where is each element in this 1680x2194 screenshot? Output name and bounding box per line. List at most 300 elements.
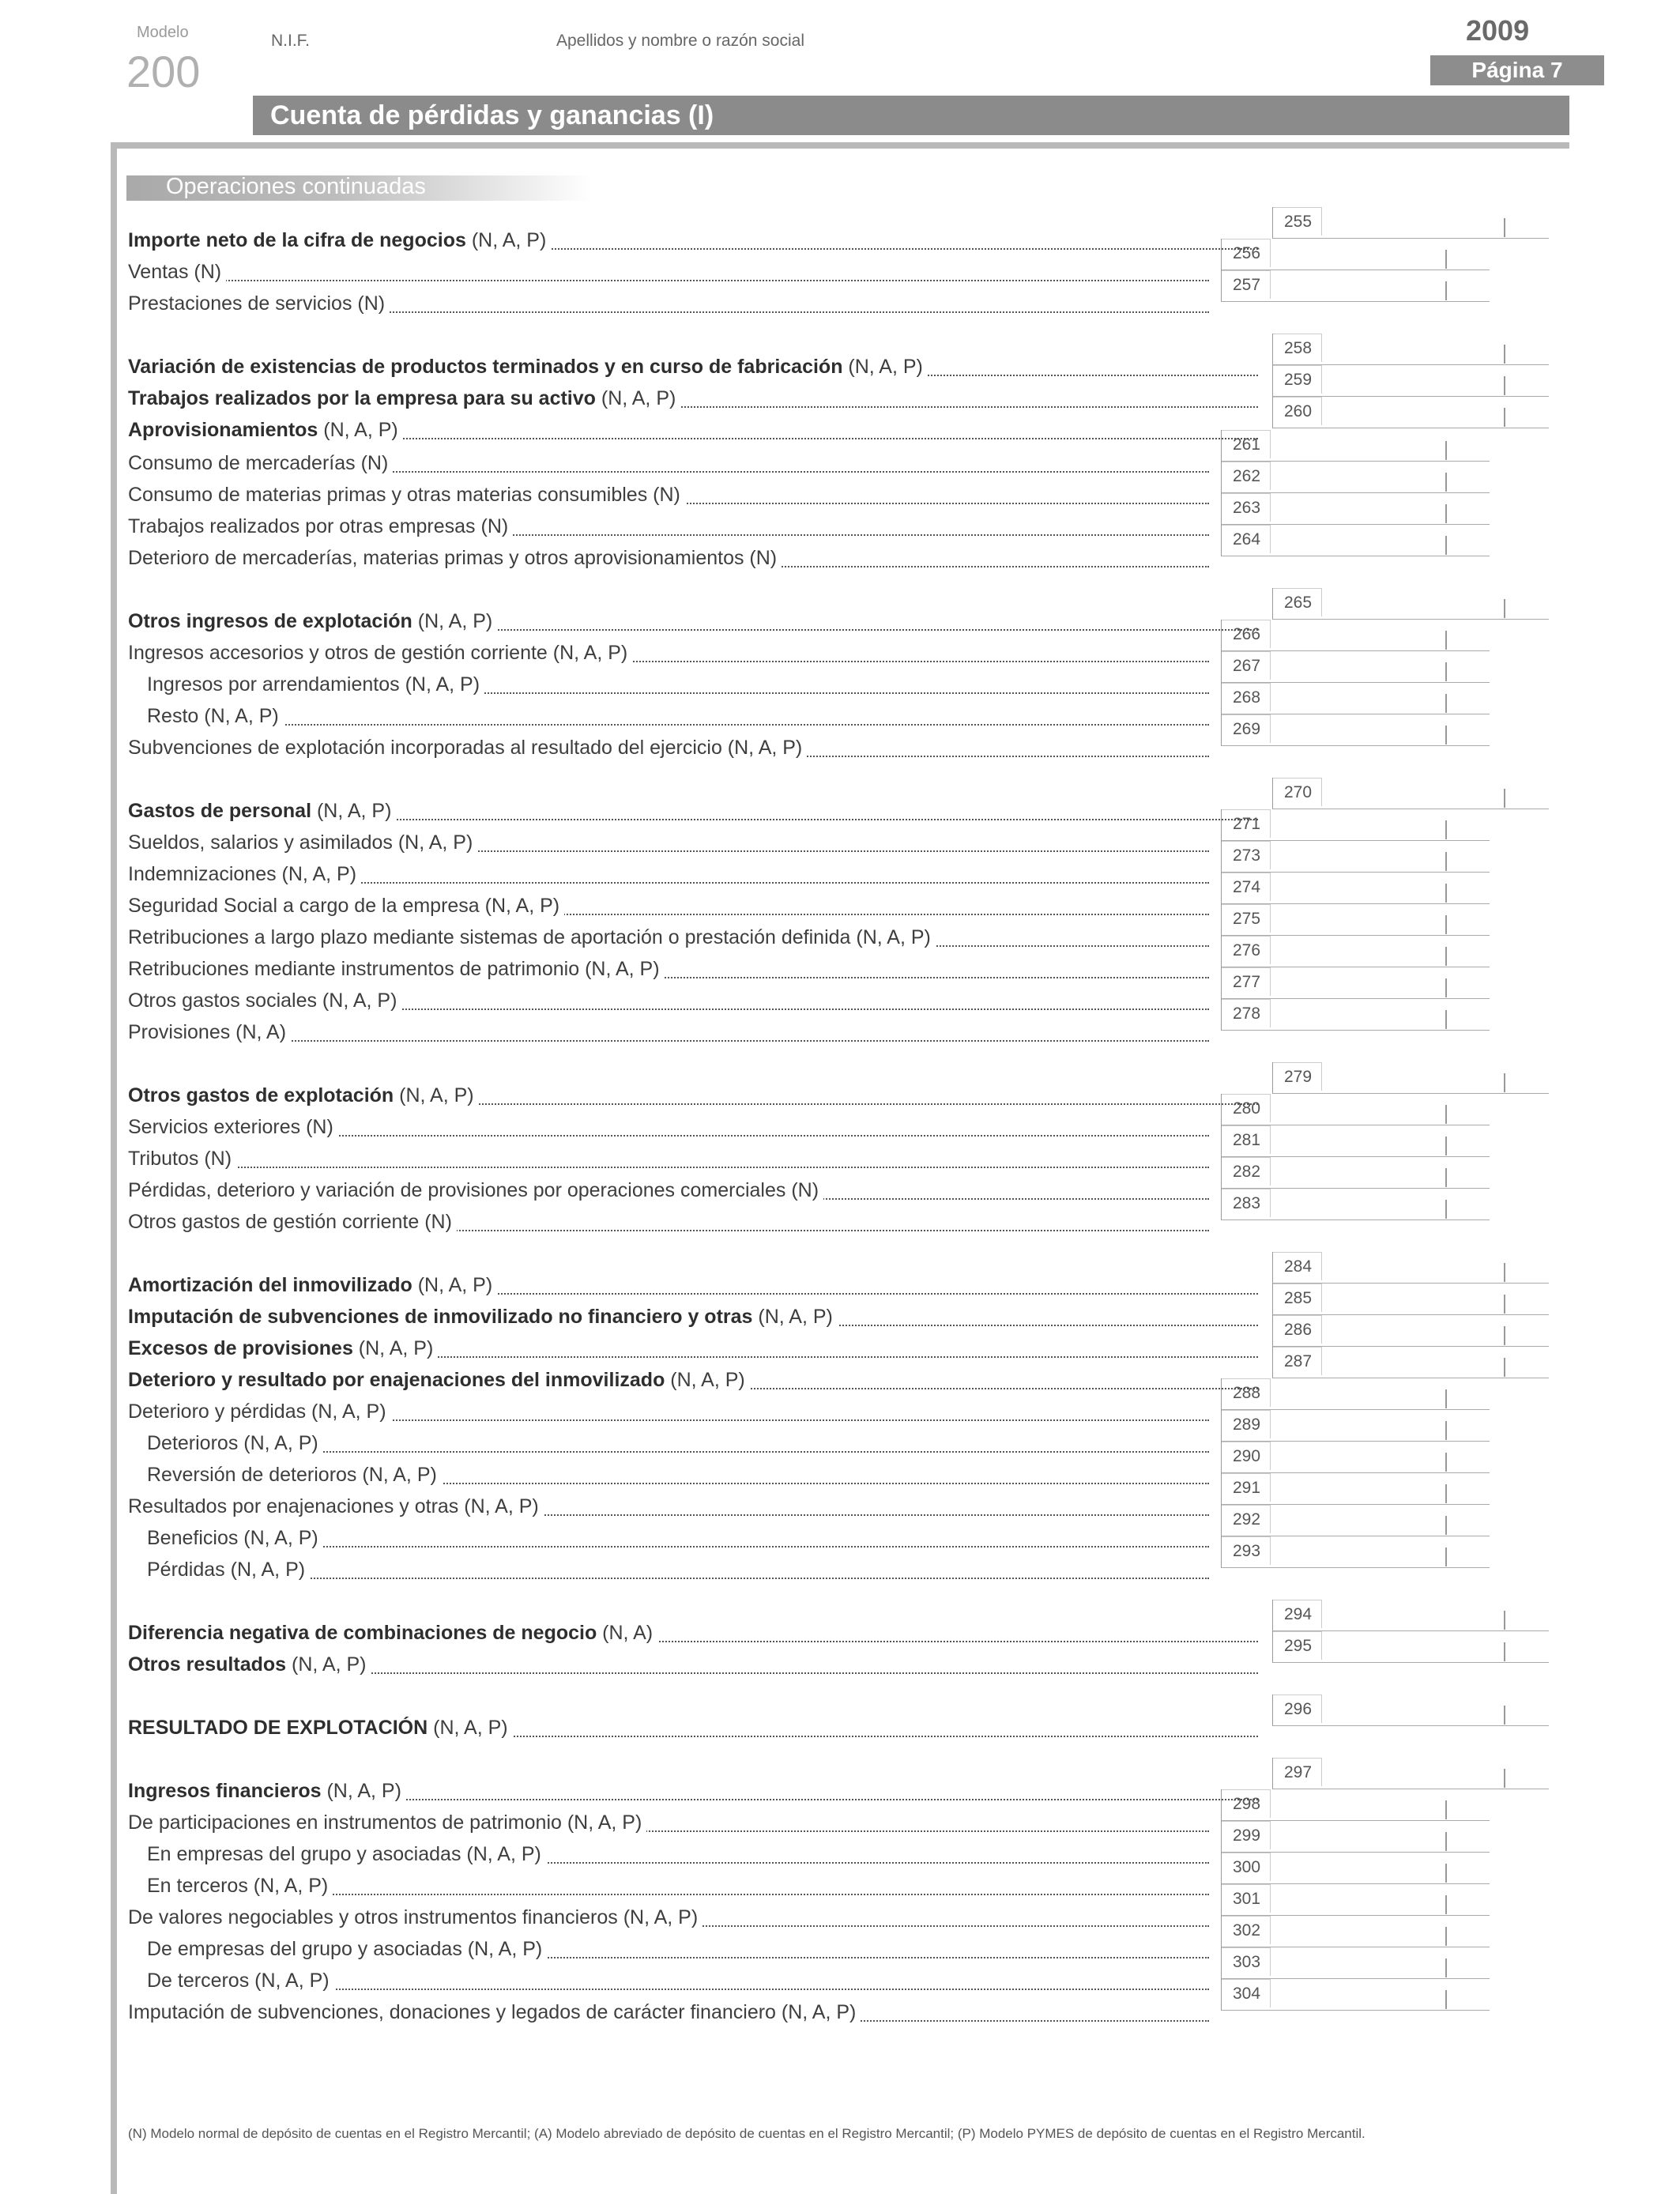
field-code: 287 — [1273, 1347, 1322, 1375]
amount-field-297[interactable] — [1272, 1758, 1549, 1789]
form-row-279 — [128, 1084, 1258, 1108]
form-row-282 — [128, 1179, 1209, 1203]
row-label-text: Ingresos por arrendamientos (N, A, P) — [147, 673, 480, 696]
page-title: Cuenta de pérdidas y ganancias (I) — [253, 96, 1569, 135]
year: 2009 — [1466, 14, 1530, 47]
amount-field-263[interactable] — [1221, 493, 1490, 525]
decimal-separator-tick — [1504, 1073, 1505, 1092]
form-row-294 — [128, 1622, 1258, 1646]
form-row-273 — [128, 863, 1209, 887]
field-code: 267 — [1222, 651, 1271, 680]
row-label — [128, 1306, 838, 1328]
form-row-290 — [147, 1464, 1209, 1487]
form-row-280 — [128, 1116, 1209, 1140]
field-code: 255 — [1273, 207, 1322, 236]
row-label-text: (N, A, P) — [311, 800, 392, 822]
amount-field-290[interactable] — [1221, 1442, 1490, 1473]
decimal-separator-tick — [1445, 1137, 1447, 1155]
row-label-text: (N, A, P) — [842, 356, 923, 378]
decimal-separator-tick — [1445, 1990, 1447, 2009]
decimal-separator-tick — [1445, 1927, 1447, 1946]
row-label-bold: Gastos de personal — [128, 800, 312, 822]
field-code: 299 — [1222, 1821, 1271, 1849]
row-label-text: Deterioros (N, A, P) — [147, 1432, 318, 1454]
amount-field-261[interactable] — [1221, 430, 1490, 462]
row-label-text: Sueldos, salarios y asimilados (N, A, P) — [128, 831, 473, 854]
amount-field-301[interactable] — [1221, 1884, 1490, 1916]
decimal-separator-tick — [1504, 408, 1505, 427]
row-label — [147, 1527, 323, 1549]
row-label-text: (N, A) — [597, 1622, 654, 1644]
row-label-bold: Amortización del inmovilizado — [128, 1274, 412, 1296]
amount-field-285[interactable] — [1272, 1284, 1549, 1315]
form-row-301 — [128, 1906, 1209, 1930]
form-row-265 — [128, 610, 1258, 634]
decimal-separator-tick — [1445, 694, 1447, 713]
row-label-bold: Deterioro y resultado por enajenaciones del inmovilizado — [128, 1369, 665, 1391]
row-label-text: Deterioro y pérdidas (N, A, P) — [128, 1400, 386, 1423]
field-code: 270 — [1273, 778, 1322, 806]
row-label-text: Beneficios (N, A, P) — [147, 1527, 318, 1549]
amount-field-299[interactable] — [1221, 1821, 1490, 1853]
decimal-separator-tick — [1445, 820, 1447, 839]
row-label — [128, 800, 396, 822]
amount-field-287[interactable] — [1272, 1347, 1549, 1378]
row-label-bold: Trabajos realizados por la empresa para su activo — [128, 387, 596, 409]
row-label-text: Otros gastos de gestión corriente (N) — [128, 1211, 452, 1233]
row-label — [128, 1400, 391, 1423]
leader-dots — [128, 1167, 1209, 1168]
row-label-bold: Variación de existencias de productos terminados y en curso de fabricación — [128, 356, 843, 378]
field-code: 257 — [1222, 270, 1271, 299]
form-row-256 — [128, 261, 1209, 285]
decimal-separator-tick — [1445, 1958, 1447, 1977]
row-label-text: (N, A, P) — [465, 229, 547, 251]
leader-dots — [128, 280, 1209, 281]
amount-field-294[interactable] — [1272, 1600, 1549, 1631]
row-label-text: Retribuciones mediante instrumentos de patrimonio (N, A, P) — [128, 958, 660, 980]
row-label — [128, 737, 807, 759]
field-code: 283 — [1222, 1189, 1271, 1217]
amount-field-270[interactable] — [1272, 778, 1549, 809]
row-label-text: Servicios exteriores (N) — [128, 1116, 333, 1138]
row-label — [128, 1116, 338, 1138]
amount-field-277[interactable] — [1221, 967, 1490, 999]
form-row-271 — [128, 831, 1209, 855]
decimal-separator-tick — [1445, 281, 1447, 300]
row-label-text: Retribuciones a largo plazo mediante sistemas de aportación o prestación definida (N, A, P) — [128, 926, 931, 948]
field-code: 302 — [1222, 1916, 1271, 1944]
row-label-bold: Ingresos financieros — [128, 1780, 322, 1802]
row-label-text: (N, A, P) — [428, 1717, 508, 1739]
row-label-text: Prestaciones de servicios (N) — [128, 292, 386, 315]
amount-field-266[interactable] — [1221, 620, 1490, 651]
amount-field-283[interactable] — [1221, 1189, 1490, 1220]
row-label-text: Trabajos realizados por otras empresas (N) — [128, 515, 509, 537]
field-code: 294 — [1273, 1600, 1322, 1628]
row-label — [128, 1021, 291, 1043]
form-row-284 — [128, 1274, 1258, 1298]
field-code: 297 — [1273, 1758, 1322, 1786]
amount-field-296[interactable] — [1272, 1695, 1549, 1726]
row-label — [128, 515, 513, 537]
amount-field-282[interactable] — [1221, 1157, 1490, 1189]
modelo-number: 200 — [126, 47, 201, 96]
field-code: 264 — [1222, 525, 1271, 553]
form-row-277 — [128, 990, 1209, 1013]
row-label-text: Provisiones (N, A) — [128, 1021, 287, 1043]
decimal-separator-tick — [1504, 1706, 1505, 1725]
amount-field-295[interactable] — [1272, 1631, 1549, 1663]
decimal-separator-tick — [1504, 1326, 1505, 1345]
row-label — [128, 387, 680, 409]
row-label-text: Imputación de subvenciones, donaciones y legados de carácter financiero (N, A, P) — [128, 2001, 857, 2023]
amount-field-289[interactable] — [1221, 1410, 1490, 1442]
amount-field-281[interactable] — [1221, 1125, 1490, 1157]
decimal-separator-tick — [1445, 504, 1447, 523]
form-row-286 — [128, 1337, 1258, 1361]
field-code: 292 — [1222, 1505, 1271, 1533]
form-row-260 — [128, 419, 1258, 443]
field-code: 285 — [1273, 1284, 1322, 1312]
field-code: 290 — [1222, 1442, 1271, 1470]
row-label-text: Consumo de materias primas y otras materias consumibles (N) — [128, 484, 680, 506]
form-row-274 — [128, 895, 1209, 918]
form-row-292 — [147, 1527, 1209, 1551]
form-row-287 — [128, 1369, 1258, 1393]
row-label — [128, 895, 564, 917]
decimal-separator-tick — [1445, 1800, 1447, 1819]
field-code: 295 — [1273, 1631, 1322, 1660]
row-label — [128, 229, 551, 251]
decimal-separator-tick — [1445, 1168, 1447, 1187]
form-row-278 — [128, 1021, 1209, 1045]
section-title: Operaciones continuadas — [166, 174, 426, 199]
amount-field-260[interactable] — [1272, 397, 1549, 428]
amount-field-302[interactable] — [1221, 1916, 1490, 1947]
row-label — [128, 958, 665, 980]
form-row-270 — [128, 800, 1258, 824]
row-label — [128, 1653, 371, 1676]
field-code: 275 — [1222, 904, 1271, 933]
decimal-separator-tick — [1445, 631, 1447, 650]
form-row-302 — [147, 1938, 1209, 1962]
row-label — [128, 1780, 406, 1802]
field-code: 304 — [1222, 1979, 1271, 2007]
decimal-separator-tick — [1445, 1547, 1447, 1566]
row-label-text: De participaciones en instrumentos de patrimonio (N, A, P) — [128, 1811, 642, 1834]
form-row-261 — [128, 452, 1209, 476]
field-code: 289 — [1222, 1410, 1271, 1438]
row-label — [128, 1274, 497, 1296]
amount-field-304[interactable] — [1221, 1979, 1490, 2011]
decimal-separator-tick — [1504, 1611, 1505, 1630]
row-label-text: (N, A, P) — [752, 1306, 833, 1328]
field-code: 274 — [1222, 873, 1271, 901]
amount-field-268[interactable] — [1221, 683, 1490, 714]
footnote: (N) Modelo normal de depósito de cuentas en el Registro Mercantil; (A) Modelo abreviado de depósito de cuentas en el Registro Mercantil; (P) Modelo PYMES de depósito de cuentas en el Registro Mercantil. — [128, 2126, 1365, 2141]
page-badge: Página 7 — [1430, 55, 1604, 85]
form-row-303 — [147, 1970, 1209, 1993]
row-label-text: (N, A, P) — [321, 1780, 401, 1802]
row-label — [147, 705, 284, 727]
form-row-255 — [128, 229, 1258, 253]
row-label-text: Subvenciones de explotación incorporadas al resultado del ejercicio (N, A, P) — [128, 737, 803, 759]
amount-field-286[interactable] — [1272, 1315, 1549, 1347]
row-label — [128, 452, 393, 474]
field-code: 291 — [1222, 1473, 1271, 1502]
decimal-separator-tick — [1504, 1263, 1505, 1282]
decimal-separator-tick — [1445, 473, 1447, 492]
row-label — [128, 1811, 646, 1834]
frame-left-border — [111, 142, 117, 2194]
field-code: 301 — [1222, 1884, 1271, 1913]
amount-field-257[interactable] — [1221, 270, 1490, 302]
row-label — [128, 1337, 438, 1359]
amount-field-288[interactable] — [1221, 1378, 1490, 1410]
decimal-separator-tick — [1445, 441, 1447, 460]
row-label-text: De terceros (N, A, P) — [147, 1970, 330, 1992]
apellidos-label: Apellidos y nombre o razón social — [556, 32, 804, 50]
field-code: 282 — [1222, 1157, 1271, 1186]
amount-field-275[interactable] — [1221, 904, 1490, 936]
form-row-259 — [128, 387, 1258, 411]
row-label-text: Tributos (N) — [128, 1148, 232, 1170]
field-code: 271 — [1222, 809, 1271, 838]
row-label-text: Deterioro de mercaderías, materias primas y otros aprovisionamientos (N) — [128, 547, 778, 569]
form-row-269 — [128, 737, 1209, 760]
decimal-separator-tick — [1445, 852, 1447, 871]
row-label — [128, 1179, 823, 1201]
amount-field-274[interactable] — [1221, 873, 1490, 904]
row-label-text: (N, A, P) — [394, 1084, 474, 1106]
row-label-text: Reversión de deterioros (N, A, P) — [147, 1464, 437, 1486]
row-label — [147, 1938, 547, 1960]
amount-field-278[interactable] — [1221, 999, 1490, 1031]
decimal-separator-tick — [1504, 1295, 1505, 1314]
row-label-text: Ingresos accesorios y otros de gestión corriente (N, A, P) — [128, 642, 628, 664]
frame-top-border — [111, 142, 1569, 149]
amount-field-264[interactable] — [1221, 525, 1490, 556]
leader-dots — [147, 724, 1209, 726]
decimal-separator-tick — [1504, 1642, 1505, 1661]
decimal-separator-tick — [1445, 1010, 1447, 1029]
row-label — [128, 831, 477, 854]
decimal-separator-tick — [1504, 1358, 1505, 1377]
amount-field-271[interactable] — [1221, 809, 1490, 841]
decimal-separator-tick — [1445, 947, 1447, 966]
form-row-276 — [128, 958, 1209, 982]
row-label — [147, 1559, 310, 1581]
decimal-separator-tick — [1445, 250, 1447, 269]
field-code: 258 — [1273, 334, 1322, 362]
row-label-text: (N, A, P) — [412, 1274, 493, 1296]
row-label — [128, 292, 390, 315]
row-label — [128, 484, 685, 506]
row-label-text: Resto (N, A, P) — [147, 705, 279, 727]
amount-field-273[interactable] — [1221, 841, 1490, 873]
form-row-283 — [128, 1211, 1209, 1235]
row-label-bold: Excesos de provisiones — [128, 1337, 353, 1359]
form-row-268 — [147, 705, 1209, 729]
field-code: 298 — [1222, 1789, 1271, 1818]
decimal-separator-tick — [1445, 1105, 1447, 1124]
form-row-293 — [147, 1559, 1209, 1582]
field-code: 303 — [1222, 1947, 1271, 1976]
row-label — [128, 356, 928, 378]
amount-field-255[interactable] — [1272, 207, 1549, 239]
row-label-text: (N, A, P) — [352, 1337, 434, 1359]
field-code: 260 — [1273, 397, 1322, 425]
field-code: 263 — [1222, 493, 1271, 522]
field-code: 261 — [1222, 430, 1271, 458]
amount-field-262[interactable] — [1221, 462, 1490, 493]
row-label-text: De valores negociables y otros instrumentos financieros (N, A, P) — [128, 1906, 699, 1928]
form-row-295 — [128, 1653, 1258, 1677]
decimal-separator-tick — [1445, 1453, 1447, 1472]
field-code: 286 — [1273, 1315, 1322, 1344]
field-code: 288 — [1222, 1378, 1271, 1407]
amount-field-298[interactable] — [1221, 1789, 1490, 1821]
amount-field-291[interactable] — [1221, 1473, 1490, 1505]
decimal-separator-tick — [1445, 915, 1447, 934]
form-row-304 — [128, 2001, 1209, 2025]
row-label-bold: Otros resultados — [128, 1653, 287, 1676]
amount-field-300[interactable] — [1221, 1853, 1490, 1884]
amount-field-303[interactable] — [1221, 1947, 1490, 1979]
form-row-297 — [128, 1780, 1258, 1804]
amount-field-259[interactable] — [1272, 365, 1549, 397]
form-row-257 — [128, 292, 1209, 316]
decimal-separator-tick — [1445, 978, 1447, 997]
decimal-separator-tick — [1445, 1516, 1447, 1535]
field-code: 269 — [1222, 714, 1271, 743]
row-label — [128, 1369, 750, 1391]
amount-field-267[interactable] — [1221, 651, 1490, 683]
row-label — [128, 2001, 861, 2023]
field-code: 266 — [1222, 620, 1271, 648]
field-code: 284 — [1273, 1252, 1322, 1280]
amount-field-292[interactable] — [1221, 1505, 1490, 1536]
decimal-separator-tick — [1504, 218, 1505, 237]
row-label — [147, 1464, 442, 1486]
row-label — [128, 1495, 544, 1517]
row-label — [128, 863, 361, 885]
row-label-bold: Importe neto de la cifra de negocios — [128, 229, 466, 251]
form-row-258 — [128, 356, 1258, 379]
amount-field-265[interactable] — [1272, 588, 1549, 620]
decimal-separator-tick — [1445, 1895, 1447, 1914]
form-row-298 — [128, 1811, 1209, 1835]
row-label — [147, 1843, 546, 1865]
form-row-262 — [128, 484, 1209, 507]
row-label-text: Consumo de mercaderías (N) — [128, 452, 389, 474]
row-label — [147, 1970, 334, 1992]
amount-field-256[interactable] — [1221, 239, 1490, 270]
row-label — [128, 1717, 513, 1739]
row-label — [128, 1084, 479, 1106]
decimal-separator-tick — [1445, 1484, 1447, 1503]
row-label — [128, 261, 226, 283]
amount-field-284[interactable] — [1272, 1252, 1549, 1284]
form-row-285 — [128, 1306, 1258, 1329]
field-code: 278 — [1222, 999, 1271, 1027]
decimal-separator-tick — [1504, 789, 1505, 808]
row-label-bold: Otros gastos de explotación — [128, 1084, 394, 1106]
amount-field-279[interactable] — [1272, 1062, 1549, 1094]
row-label-text: Resultados por enajenaciones y otras (N, A, P) — [128, 1495, 539, 1517]
row-label-text: Pérdidas (N, A, P) — [147, 1559, 306, 1581]
row-label-text: En empresas del grupo y asociadas (N, A, P) — [147, 1843, 541, 1865]
row-label-text: (N, A, P) — [412, 610, 493, 632]
row-label-text: Ventas (N) — [128, 261, 222, 283]
row-label — [128, 547, 782, 569]
decimal-separator-tick — [1445, 1832, 1447, 1851]
form-row-300 — [147, 1875, 1209, 1898]
form-row-275 — [128, 926, 1209, 950]
row-label — [147, 1432, 323, 1454]
row-label — [128, 419, 403, 441]
decimal-separator-tick — [1445, 536, 1447, 555]
decimal-separator-tick — [1504, 376, 1505, 395]
decimal-separator-tick — [1445, 1200, 1447, 1219]
row-label — [128, 610, 497, 632]
decimal-separator-tick — [1504, 345, 1505, 364]
amount-field-269[interactable] — [1221, 714, 1490, 746]
form-row-267 — [147, 673, 1209, 697]
row-label-text: (N, A, P) — [286, 1653, 367, 1676]
field-code: 293 — [1222, 1536, 1271, 1565]
decimal-separator-tick — [1445, 884, 1447, 903]
row-label-bold: Diferencia negativa de combinaciones de negocio — [128, 1622, 597, 1644]
row-label — [128, 1148, 236, 1170]
field-code: 259 — [1273, 365, 1322, 394]
decimal-separator-tick — [1445, 1421, 1447, 1440]
amount-field-280[interactable] — [1221, 1094, 1490, 1125]
decimal-separator-tick — [1504, 1769, 1505, 1788]
row-label — [128, 1211, 457, 1233]
field-code: 265 — [1273, 588, 1322, 616]
row-label-text: (N, A, P) — [665, 1369, 745, 1391]
field-code: 276 — [1222, 936, 1271, 964]
row-label-bold: RESULTADO DE EXPLOTACIÓN — [128, 1717, 428, 1739]
form-row-263 — [128, 515, 1209, 539]
field-code: 279 — [1273, 1062, 1322, 1091]
modelo-label: Modelo — [137, 24, 189, 41]
nif-label: N.I.F. — [271, 32, 311, 50]
amount-field-276[interactable] — [1221, 936, 1490, 967]
row-label-bold: Imputación de subvenciones de inmovilizado no financiero y otras — [128, 1306, 753, 1328]
form-row-266 — [128, 642, 1209, 665]
field-code: 256 — [1222, 239, 1271, 267]
row-label-text: De empresas del grupo y asociadas (N, A, P) — [147, 1938, 543, 1960]
row-label-bold: Aprovisionamientos — [128, 419, 318, 441]
row-label — [128, 926, 936, 948]
form-row-291 — [128, 1495, 1209, 1519]
row-label — [128, 642, 632, 664]
row-label-text: (N, A, P) — [318, 419, 398, 441]
amount-field-293[interactable] — [1221, 1536, 1490, 1568]
decimal-separator-tick — [1445, 1389, 1447, 1408]
field-code: 280 — [1222, 1094, 1271, 1122]
row-label — [128, 990, 401, 1012]
amount-field-258[interactable] — [1272, 334, 1549, 365]
row-label-text: Otros gastos sociales (N, A, P) — [128, 990, 397, 1012]
decimal-separator-tick — [1445, 662, 1447, 681]
row-label-text: Indemnizaciones (N, A, P) — [128, 863, 357, 885]
field-code: 277 — [1222, 967, 1271, 996]
form-row-296 — [128, 1717, 1258, 1740]
